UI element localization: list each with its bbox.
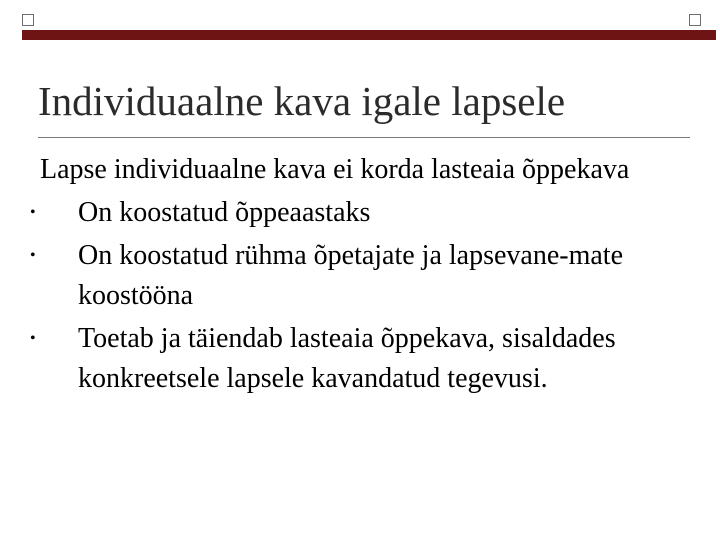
top-left-square (22, 14, 34, 26)
bullet-item (30, 193, 680, 233)
bullet-text: On koostatud õppeaastaks (78, 197, 371, 228)
bullet-text: Toetab ja täiendab lasteaia õppekava, sisaldades konkreetsele lapsele kavandatud tegevusi. (78, 323, 616, 394)
bullet-list (30, 193, 680, 399)
lead-paragraph: Lapse individuaalne kava ei korda lasteaia õppekava (40, 154, 630, 185)
slide-body (30, 150, 680, 399)
bullet-item (30, 319, 680, 399)
bullet-dot: • (30, 204, 36, 221)
bullet-text: On koostatud rühma õpetajate ja lapsevane-mate koostööna (78, 240, 624, 311)
bullet-item (30, 236, 680, 316)
top-right-square (689, 14, 701, 26)
bullet-dot: • (30, 247, 36, 264)
slide-title: Individuaalne kava igale lapsele (38, 78, 566, 124)
title-rule (38, 137, 690, 138)
top-accent-band (22, 30, 716, 40)
bullet-dot: • (30, 330, 36, 347)
